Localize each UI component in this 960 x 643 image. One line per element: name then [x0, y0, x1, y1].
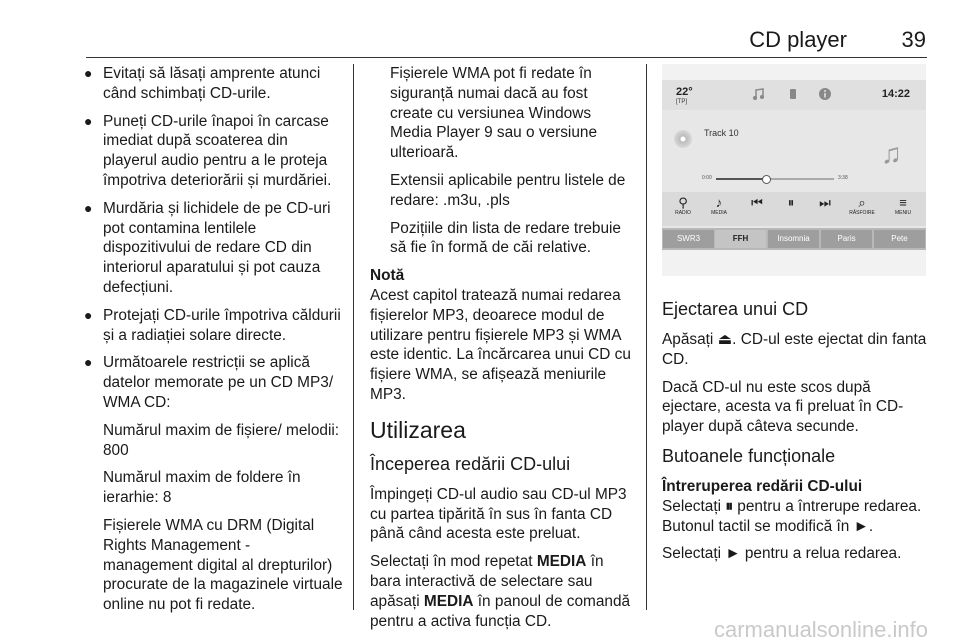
media-keyword: MEDIA	[423, 592, 474, 610]
browse-button[interactable]: ⌕ RĂSFOIRE	[849, 195, 875, 216]
section-heading-usage: Utilizarea	[370, 416, 466, 443]
restriction-item: Fișierele WMA cu DRM (Digital Rights Management - management digital al drepturilor) procurate de la magazinele virtuale online nu pot fi redate.	[103, 516, 343, 614]
play-icon: ►	[853, 517, 869, 535]
list-item: ● Protejați CD-urile împotriva căldurii și a radiației solare directe.	[84, 306, 341, 344]
subsection-heading-start: Începerea redării CD-ului	[370, 453, 571, 474]
paragraph-pause: Selectați ⏸ pentru a întrerupe redarea. Butonul tactil se modifică în ►.	[662, 497, 922, 535]
pause-button[interactable]: ⏸	[787, 195, 795, 210]
total-time: 3:38	[838, 175, 848, 181]
album-art-icon: ♫	[881, 138, 902, 169]
subsection-heading-pause: Întreruperea redării CD-ului	[662, 477, 863, 495]
screen-display	[662, 80, 926, 248]
control-bar	[662, 192, 926, 226]
paragraph-resume: Selectați ► pentru a relua redarea.	[662, 545, 902, 563]
note-heading: Notă	[370, 267, 405, 285]
header-rule	[86, 57, 927, 58]
info-icon	[818, 87, 832, 101]
list-item: ● Evitați să lăsați amprente atunci când schimbați CD-urile.	[84, 65, 321, 102]
eject-icon: ⏏	[717, 331, 733, 348]
restriction-item: Pozițiile din lista de redare trebuie să fie în formă de căi relative.	[390, 219, 621, 257]
temperature: 22°	[676, 86, 693, 98]
restriction-item: Fișierele WMA pot fi redate în siguranță numai dacă au fost create cu versiunea Windows Media Player 9 sau o versiune ulterioară.	[390, 65, 598, 162]
pause-icon: ⏸	[725, 497, 734, 515]
restriction-item: Numărul maxim de foldere în ierarhie: 8	[103, 469, 301, 507]
paragraph-eject-retract: Dacă CD-ul nu este scos după ejectare, acesta va fi preluat în CD-player după câteva secunde.	[662, 378, 904, 436]
menu-button[interactable]: ≡ MENIU	[894, 195, 912, 216]
column-3	[662, 292, 930, 572]
note-text: Acest capitol tratează numai redarea fișierelor MP3, deoarece modul de utilizare pentru fișierele MP3 și WMA este identic. La încărcarea unui CD cu fișiere WMA, se afișează meniurile MP3.	[370, 286, 631, 403]
media-keyword: MEDIA	[536, 553, 587, 571]
tp-indicator: [TP]	[676, 99, 688, 105]
music-note-icon	[752, 87, 766, 101]
favourite-pete[interactable]: Pete	[874, 230, 925, 248]
radio-button[interactable]: ⚲ RADIO	[675, 195, 691, 216]
progress-fill	[716, 178, 766, 180]
clock: 14:22	[881, 88, 910, 100]
section-heading-functions: Butoanele funcționale	[662, 445, 836, 466]
favourite-swr3[interactable]: SWR3	[663, 230, 714, 248]
page-header	[0, 0, 960, 56]
watermark: carmanualsonline.info	[713, 617, 928, 642]
list-item: ● Murdăria și lichidele de pe CD-uri pot contamina lentilele dispozitivului de redare CD din interiorul aparatului și pot cauza defecțiuni.	[84, 199, 331, 296]
column-1	[81, 64, 343, 623]
bullet-icon: ●	[84, 199, 93, 216]
cd-disc-icon	[674, 130, 692, 148]
bullet-icon: ●	[84, 306, 93, 323]
restriction-item: Numărul maxim de fișiere/ melodii: 800	[103, 421, 340, 459]
section-heading-eject: Ejectarea unui CD	[662, 299, 809, 319]
status-bar	[662, 80, 926, 110]
restriction-item: Extensii aplicabile pentru listele de redare: .m3u, .pls	[390, 171, 626, 209]
elapsed-time: 0:00	[702, 175, 712, 181]
paragraph-insert: Împingeți CD-ul audio sau CD-ul MP3 cu partea tipărită în sus în fanta CD până când acesta este preluat.	[370, 485, 627, 543]
previous-track-button[interactable]: ⏮	[751, 195, 763, 210]
list-item: ● Puneți CD-urile înapoi în carcase imediat după scoaterea din playerul audio pentru a le proteja împotriva deteriorării și murdăriei.	[84, 112, 332, 189]
next-track-button[interactable]: ⏭	[819, 195, 831, 210]
paragraph-select: Selectați în mod repetat MEDIA în bara interactivă de selectare sau apăsați MEDIA în panoul de comandă pentru a activa funcția CD.	[370, 553, 631, 630]
device-icon	[786, 87, 800, 101]
column-2	[370, 64, 634, 639]
page-number: 39	[901, 27, 926, 52]
favourites-bar	[662, 228, 926, 250]
favourite-ffh[interactable]: FFH	[715, 230, 766, 248]
progress-knob[interactable]	[762, 175, 771, 184]
infotainment-screenshot	[662, 64, 926, 276]
play-icon: ►	[725, 545, 741, 563]
column-divider-1	[353, 64, 354, 610]
page-title: CD player	[749, 27, 847, 52]
favourite-paris[interactable]: Paris	[821, 230, 872, 248]
media-button[interactable]: ♪ MEDIA	[711, 195, 727, 216]
column-divider-2	[646, 64, 647, 610]
bullet-icon: ●	[84, 354, 93, 371]
bullet-icon: ●	[84, 112, 93, 129]
track-name: Track 10	[704, 128, 739, 138]
favourite-insomnia[interactable]: Insomnia	[768, 230, 819, 248]
paragraph-eject: Apăsați ⏏. CD-ul este ejectat din fanta CD.	[662, 331, 927, 368]
bullet-icon: ●	[84, 65, 93, 81]
list-item: ● Următoarele restricții se aplică datelor memorate pe un CD MP3/ WMA CD:	[84, 354, 334, 411]
